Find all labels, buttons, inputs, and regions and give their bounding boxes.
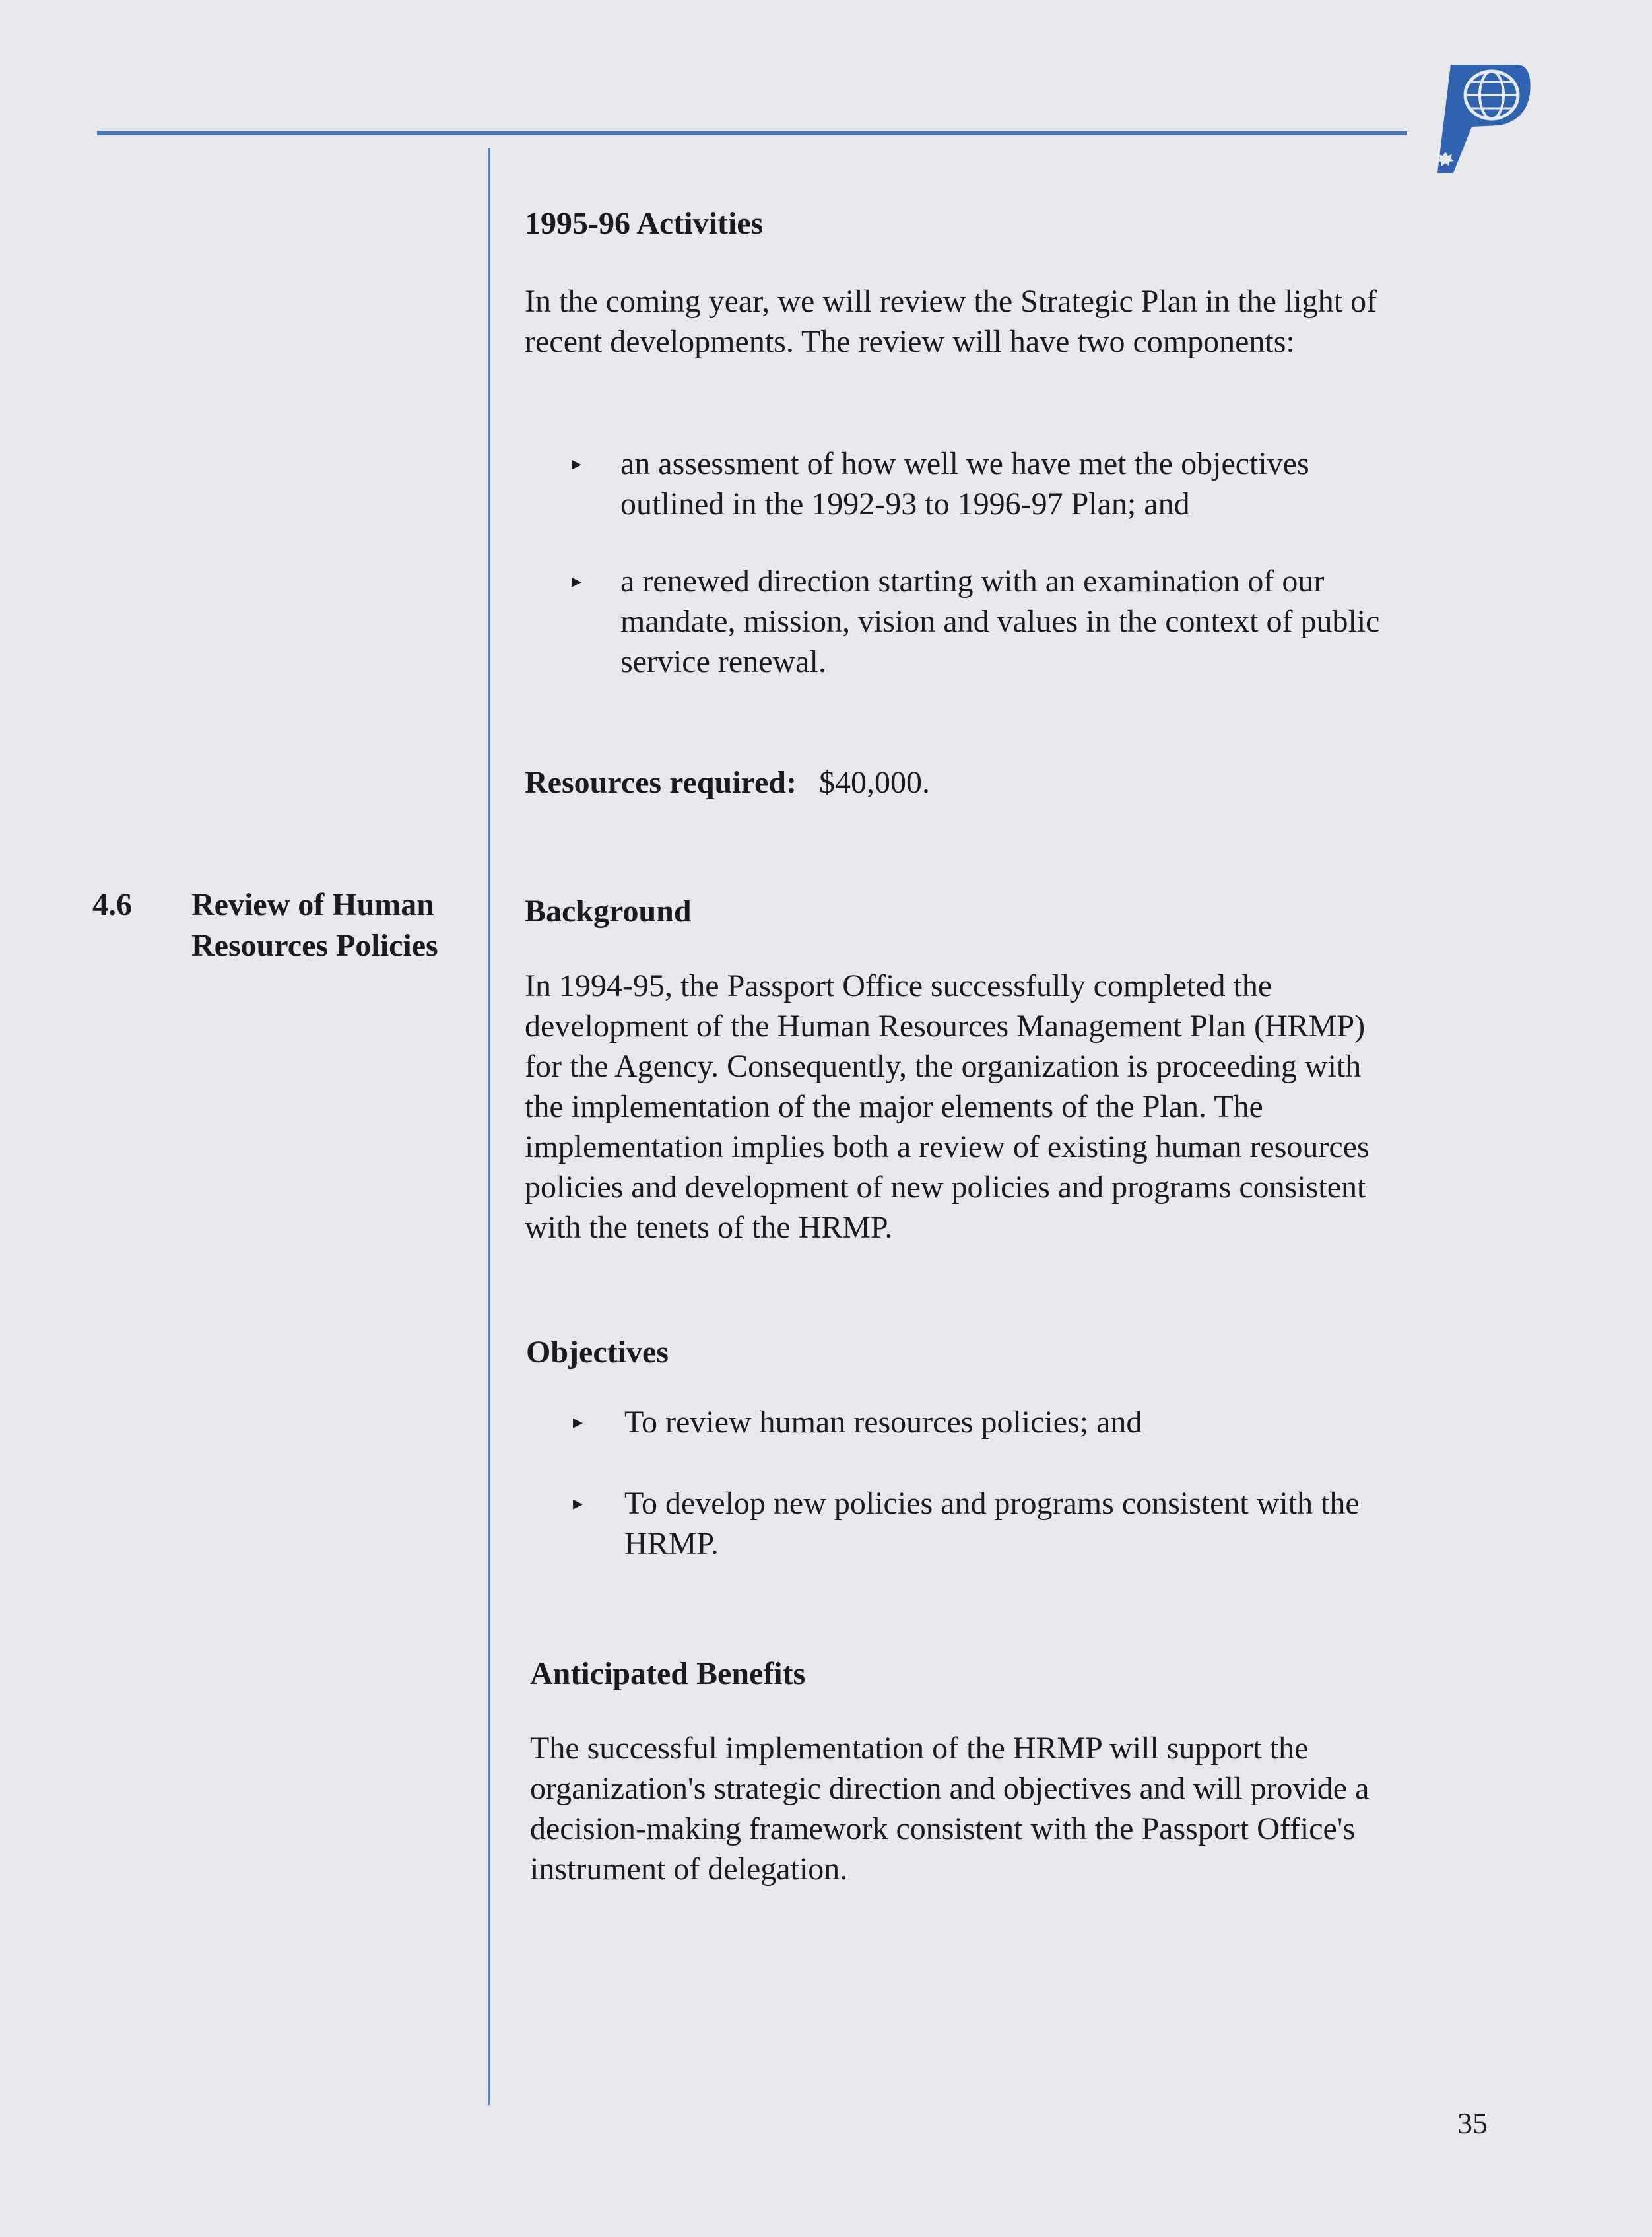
bullet-text: a renewed direction starting with an examination of our mandate, mission, vision and values in the context of public service renewal. xyxy=(620,564,1380,679)
resources-value: $40,000. xyxy=(818,765,930,800)
benefits-heading: Anticipated Benefits xyxy=(530,1656,806,1691)
background-text: In 1994-95, the Passport Office successfully completed the development of the Human Resources Management Plan (HRMP) for the Agency. Consequently, the organization is proceeding with the implementation of the major elements of the Plan. The implementation implies both a review of existing human resources policies and development of new policies and programs consistent with the tenets of the HRMP. xyxy=(525,968,1370,1245)
triangle-bullet-icon: ▸ xyxy=(572,570,582,592)
activities-heading: 1995-96 Activities xyxy=(525,206,764,241)
section-title: Review of Human Resources Policies xyxy=(191,887,438,963)
objectives-heading: Objectives xyxy=(526,1335,669,1370)
column-divider xyxy=(488,148,490,2105)
resources-line xyxy=(525,762,1383,803)
header-rule xyxy=(97,131,1407,135)
benefits-text: The successful implementation of the HRMP will support the organization's strategic direction and objectives and will provide a decision-making framework consistent with the Passport Office's instrument of delegation. xyxy=(530,1731,1370,1886)
triangle-bullet-icon: ▸ xyxy=(573,1411,583,1433)
page-number: 35 xyxy=(1457,2106,1488,2140)
activities-intro: In the coming year, we will review the Strategic Plan in the light of recent developments. The review will have two components: xyxy=(525,284,1377,359)
background-heading: Background xyxy=(525,894,692,929)
bullet-text: To develop new policies and programs consistent with the HRMP. xyxy=(624,1486,1360,1561)
section-number: 4.6 xyxy=(92,887,132,922)
bullet-text: an assessment of how well we have met the objectives outlined in the 1992-93 to 1996-97 Plan; and xyxy=(620,446,1309,521)
triangle-bullet-icon: ▸ xyxy=(573,1492,583,1514)
triangle-bullet-icon: ▸ xyxy=(572,453,582,475)
resources-label: Resources required: xyxy=(525,765,797,800)
bullet-text: To review human resources policies; and xyxy=(624,1405,1142,1440)
passport-office-logo xyxy=(1419,59,1533,177)
